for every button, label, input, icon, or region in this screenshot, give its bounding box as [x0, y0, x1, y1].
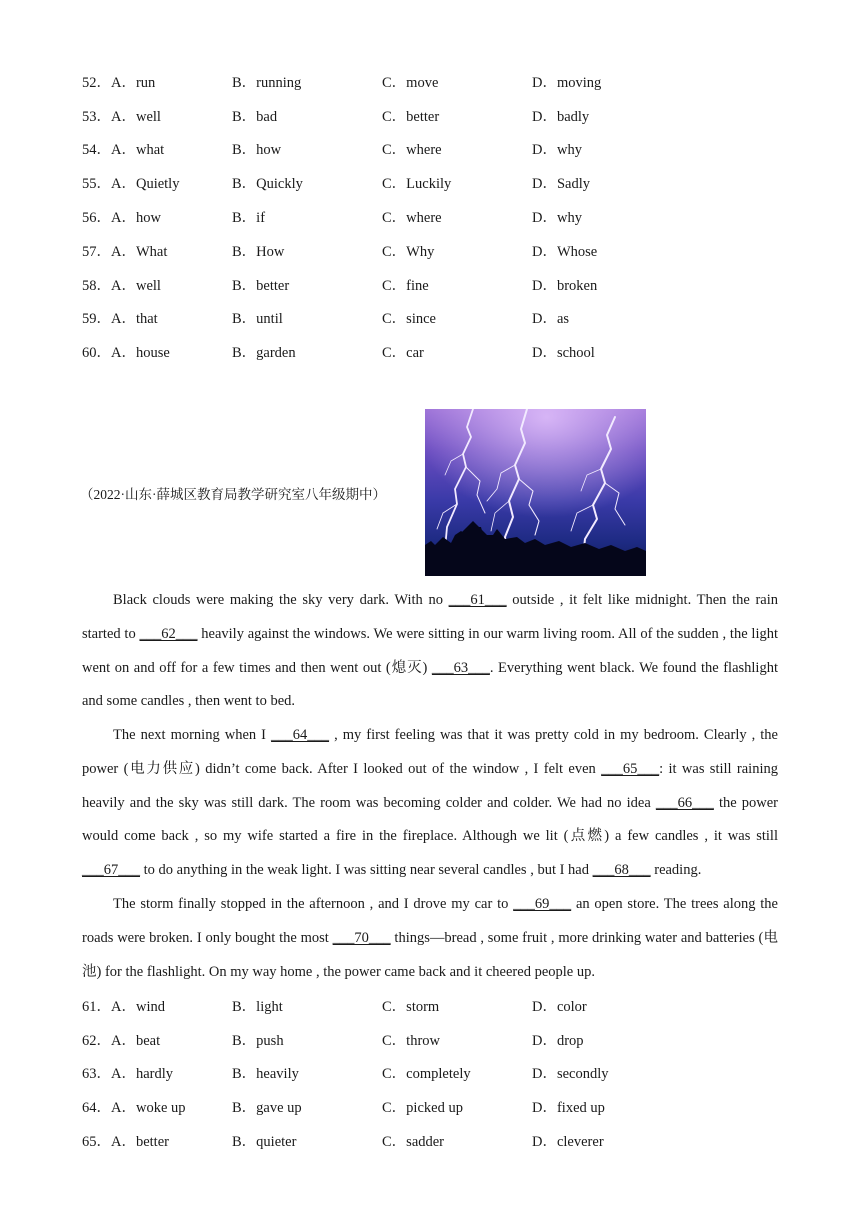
option-a: [82, 73, 155, 93]
option-d: D．badly: [532, 109, 590, 125]
option-a-text: A．what: [111, 142, 165, 158]
passage-text: heavily against the windows. We were sitting in our warm living room. All of the sudden , the light went on and off for a few times and then went out (熄灭): [82, 625, 778, 676]
question-number: 62．: [82, 1033, 111, 1049]
option-a: [82, 997, 165, 1017]
option-a: [82, 140, 164, 160]
question-number: 52．: [82, 75, 111, 91]
question-number: 63．: [82, 1066, 111, 1082]
option-row-59: [82, 309, 782, 329]
blank-64: ___64___: [271, 727, 330, 743]
question-number: 57．: [82, 244, 111, 260]
option-a-text: A．hardly: [111, 1066, 174, 1082]
option-b: B．gave up: [232, 1100, 302, 1116]
passage-paragraph-1: [82, 584, 778, 719]
option-row-55: [82, 174, 782, 194]
option-a: [82, 276, 161, 296]
blank-62: ___62___: [139, 625, 198, 642]
option-d: D．drop: [532, 1033, 584, 1049]
option-a-text: A．wind: [111, 999, 165, 1015]
option-b: B．heavily: [232, 1066, 299, 1082]
option-b: B．better: [232, 278, 290, 294]
blank-68: ___68___: [592, 862, 651, 879]
option-a: [82, 309, 158, 329]
option-c: C．since: [382, 311, 436, 327]
passage-text: reading.: [650, 862, 702, 879]
option-d: D．moving: [532, 75, 602, 91]
option-a: [82, 1031, 160, 1051]
option-d: D．color: [532, 999, 587, 1015]
option-a-text: A．Quietly: [111, 176, 180, 192]
passage-text: outside , it felt like midnight. Then the rain started to: [82, 592, 778, 642]
option-c: C．where: [382, 142, 442, 158]
option-a-text: A．beat: [111, 1033, 161, 1049]
option-a: [82, 343, 170, 363]
option-a-text: A．What: [111, 244, 168, 260]
passage-text: , my first feeling was that it was pretty cold in my bedroom. Clearly , the power (电力供应) didn’t come back. After I looked out of the window , I felt even: [82, 727, 778, 777]
question-number: 54．: [82, 142, 111, 158]
source-citation: （2022·山东·薛城区教育局教学研究室八年级期中）: [80, 487, 386, 502]
option-row-60: [82, 343, 782, 363]
option-c: C．where: [382, 210, 442, 226]
option-d: D．as: [532, 311, 570, 327]
option-a-text: A．woke up: [111, 1100, 186, 1116]
option-c: C．storm: [382, 999, 440, 1015]
passage-text: the power would come back , so my wife started a fire in the fireplace. Although we lit (点燃) a few candles , it was still: [82, 794, 779, 845]
blank-69: ___69___: [513, 896, 572, 912]
option-a: [82, 242, 167, 262]
passage-text: The next morning when I: [113, 727, 272, 743]
blank-61: ___61___: [448, 592, 507, 608]
option-c: C．car: [382, 345, 424, 361]
option-d: D．school: [532, 345, 595, 361]
option-a-text: A．that: [111, 311, 158, 327]
option-a-text: A．well: [111, 278, 161, 294]
blank-66: ___66___: [655, 794, 714, 811]
question-number: 56．: [82, 210, 111, 226]
blank-67: ___67___: [82, 862, 140, 879]
option-c: C．throw: [382, 1033, 440, 1049]
option-row-58: [82, 276, 782, 296]
question-number: 64．: [82, 1100, 111, 1116]
option-row-63: [82, 1064, 782, 1084]
question-number: 59．: [82, 311, 111, 327]
option-b: B．running: [232, 75, 302, 91]
option-d: D．Sadly: [532, 176, 590, 192]
option-b: B．How: [232, 244, 285, 260]
passage-text: Black clouds were making the sky very dark. With no: [113, 592, 449, 608]
lightning-storm-image: [425, 409, 646, 576]
passage-text: an open store. The trees along the roads were broken. I only bought the most: [82, 896, 778, 946]
option-d: D．Whose: [532, 244, 598, 260]
option-b: B．if: [232, 210, 266, 226]
option-d: D．broken: [532, 278, 598, 294]
option-a: [82, 107, 161, 127]
option-row-61: [82, 997, 782, 1017]
passage-paragraph-3: [82, 888, 778, 989]
question-number: 65．: [82, 1134, 111, 1150]
option-a-text: A．run: [111, 75, 156, 91]
question-number: 61．: [82, 999, 111, 1015]
option-b: B．Quickly: [232, 176, 303, 192]
option-c: C．Luckily: [382, 176, 452, 192]
option-c: C．picked up: [382, 1100, 463, 1116]
option-row-65: [82, 1132, 782, 1152]
passage-text: . Everything went black. We found the flashlight and some candles , then went to bed.: [82, 659, 778, 710]
option-d: D．secondly: [532, 1066, 609, 1082]
option-b: B．how: [232, 142, 282, 158]
option-a-text: A．well: [111, 109, 161, 125]
option-d: D．fixed up: [532, 1100, 605, 1116]
option-d: D．why: [532, 142, 582, 158]
question-number: 58．: [82, 278, 111, 294]
option-c: C．better: [382, 109, 440, 125]
option-a: [82, 174, 179, 194]
option-a: [82, 1098, 186, 1118]
option-a-text: A．better: [111, 1134, 169, 1150]
option-b: B．garden: [232, 345, 296, 361]
option-row-56: [82, 208, 782, 228]
blank-70: ___70___: [332, 929, 391, 946]
option-a-text: A．house: [111, 345, 170, 361]
option-b: B．light: [232, 999, 283, 1015]
passage-text: to do anything in the weak light. I was sitting near several candles , but I had: [140, 862, 593, 879]
option-c: C．sadder: [382, 1134, 445, 1150]
option-row-53: [82, 107, 782, 127]
option-d: D．cleverer: [532, 1134, 604, 1150]
option-c: C．completely: [382, 1066, 471, 1082]
option-row-57: [82, 242, 782, 262]
question-number: 55．: [82, 176, 111, 192]
blank-65: ___65___: [601, 760, 660, 777]
option-a: [82, 1132, 169, 1152]
blank-63: ___63___: [431, 659, 490, 676]
option-c: C．move: [382, 75, 439, 91]
passage-paragraph-2: [82, 719, 778, 888]
option-row-54: [82, 140, 782, 160]
option-a: [82, 208, 161, 228]
option-c: C．fine: [382, 278, 429, 294]
option-d: D．why: [532, 210, 582, 226]
option-row-62: [82, 1031, 782, 1051]
option-b: B．bad: [232, 109, 278, 125]
passage-text: The storm finally stopped in the afternoon , and I drove my car to: [113, 896, 514, 912]
passage-text: things—bread , some fruit , more drinking water and batteries (电池) for the flashlight. On my way home , the power came back and it cheered people up.: [82, 929, 778, 980]
option-c: C．Why: [382, 244, 435, 260]
option-a-text: A．how: [111, 210, 161, 226]
passage-text: : it was still raining heavily and the sky was still dark. The room was becoming colder and colder. We had no idea: [82, 760, 778, 811]
question-number: 53．: [82, 109, 111, 125]
question-number: 60．: [82, 345, 111, 361]
option-row-64: [82, 1098, 782, 1118]
option-b: B．push: [232, 1033, 284, 1049]
option-b: B．quieter: [232, 1134, 297, 1150]
option-b: B．until: [232, 311, 283, 327]
option-a: [82, 1064, 173, 1084]
option-row-52: [82, 73, 782, 93]
